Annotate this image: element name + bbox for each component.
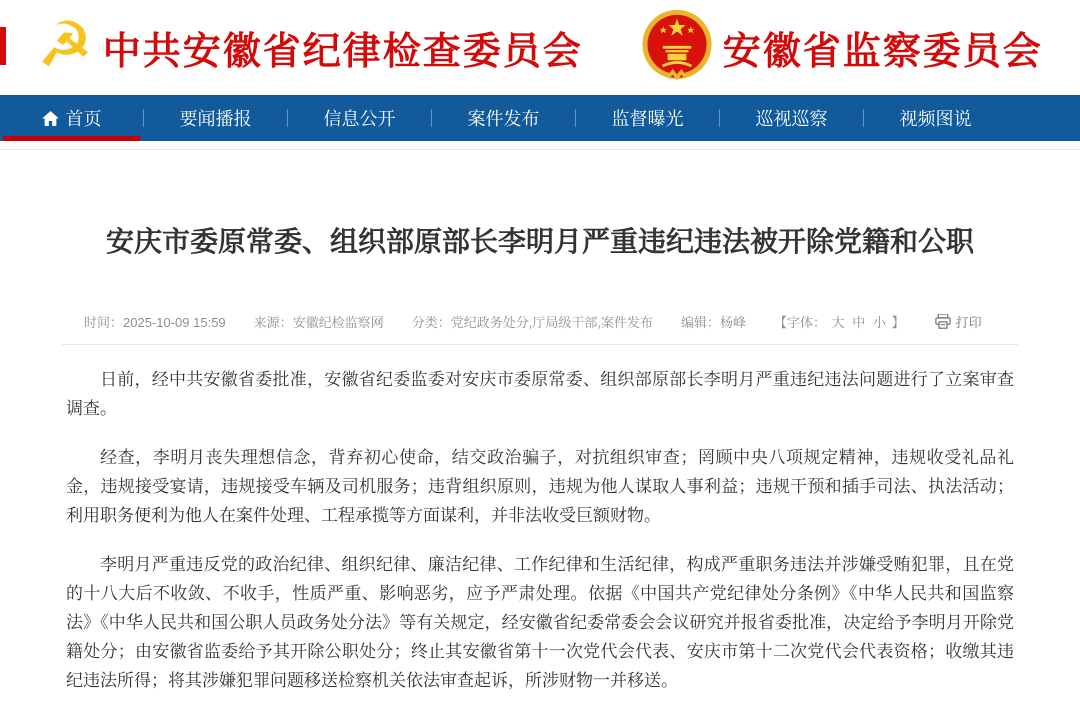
nav-item-case-release[interactable] bbox=[432, 95, 575, 141]
article-content bbox=[62, 218, 1018, 695]
nav-label: 案件发布 bbox=[467, 109, 540, 129]
nav-label: 监督曝光 bbox=[611, 109, 684, 129]
font-size-bracket-open: 【字体： bbox=[773, 315, 826, 330]
font-size-control bbox=[774, 312, 905, 331]
national-emblem-icon bbox=[641, 8, 713, 88]
print-label: 打印 bbox=[955, 315, 982, 330]
banner-edge-strip bbox=[0, 27, 6, 65]
nav-item-video-gallery[interactable] bbox=[864, 95, 1007, 141]
nav-item-info-disclosure[interactable] bbox=[288, 95, 431, 141]
article-body bbox=[62, 365, 1018, 695]
main-nav bbox=[0, 95, 1080, 141]
party-emblem-icon: ☭ bbox=[37, 10, 93, 80]
print-button[interactable] bbox=[935, 312, 982, 331]
article-paragraph: 经查，李明月丧失理想信念，背弃初心使命，结交政治骗子，对抗组织审查；罔顾中央八项规定精神，违规收受礼品礼金，违规接受宴请，违规接受车辆及司机服务；违背组织原则，违规为他人谋取人事利益；违规干预和插手司法、执法活动；利用职务便利为他人在案件处理、工程承揽等方面谋利，并非法收受巨额财物。 bbox=[66, 448, 1014, 525]
nav-subline-divider bbox=[0, 149, 1080, 150]
brand-discipline-commission[interactable] bbox=[37, 10, 583, 80]
article-paragraph: 日前，经中共安徽省委批准，安徽省纪委监委对安庆市委原常委、组织部原部长李明月严重违纪违法问题进行了立案审查调查。 bbox=[66, 370, 1014, 418]
nav-label: 信息公开 bbox=[323, 109, 396, 129]
meta-source: 来源：安徽纪检监察网 bbox=[253, 315, 384, 330]
home-icon bbox=[42, 111, 59, 126]
printer-icon bbox=[935, 314, 951, 329]
article-meta-row bbox=[62, 312, 1018, 331]
meta-divider-line bbox=[62, 344, 1018, 345]
brand-discipline-title: 中共安徽省纪律检查委员会 bbox=[102, 31, 583, 73]
nav-item-supervision-exposure[interactable] bbox=[576, 95, 719, 141]
nav-item-home[interactable] bbox=[0, 95, 143, 141]
site-header bbox=[0, 0, 1080, 95]
brand-supervisory-title: 安徽省监察委员会 bbox=[722, 31, 1043, 73]
brand-supervisory-commission[interactable] bbox=[641, 8, 1043, 88]
nav-label: 视频图说 bbox=[899, 109, 972, 129]
article-title: 安庆市委原常委、组织部原部长李明月严重违纪违法被开除党籍和公职 bbox=[105, 226, 974, 257]
font-size-large-button[interactable]: 大 bbox=[831, 315, 845, 330]
font-size-medium-button[interactable]: 中 bbox=[852, 315, 866, 330]
meta-editor: 编辑：杨峰 bbox=[680, 315, 746, 330]
nav-item-news[interactable] bbox=[144, 95, 287, 141]
article-paragraph: 李明月严重违反党的政治纪律、组织纪律、廉洁纪律、工作纪律和生活纪律，构成严重职务违法并涉嫌受贿犯罪，且在党的十八大后不收敛、不收手，性质严重、影响恶劣，应予严肃处理。依据《中国共产党纪律处分条例》《中华人民共和国监察法》《中华人民共和国公职人员政务处分法》等有关规定，经安徽省纪委常委会会议研究并报省委批准，决定给予李明月开除党籍处分；由安徽省监委给予其开除公职处分；终止其安徽省第十一次党代会代表、安庆市第十二次党代会代表资格；收缴其违纪违法所得；将其涉嫌犯罪问题移送检察机关依法审查起诉，所涉财物一并移送。 bbox=[66, 555, 1014, 690]
nav-label: 首页 bbox=[65, 109, 102, 129]
meta-time: 时间：2025-10-09 15:59 bbox=[84, 315, 226, 330]
meta-category: 分类：党纪政务处分,厅局级干部,案件发布 bbox=[411, 315, 653, 330]
font-size-small-button[interactable]: 小 bbox=[872, 315, 886, 330]
nav-item-inspection-tour[interactable] bbox=[720, 95, 863, 141]
nav-label: 要闻播报 bbox=[179, 109, 252, 129]
font-size-bracket-close: 】 bbox=[891, 315, 905, 330]
nav-label: 巡视巡察 bbox=[755, 109, 828, 129]
